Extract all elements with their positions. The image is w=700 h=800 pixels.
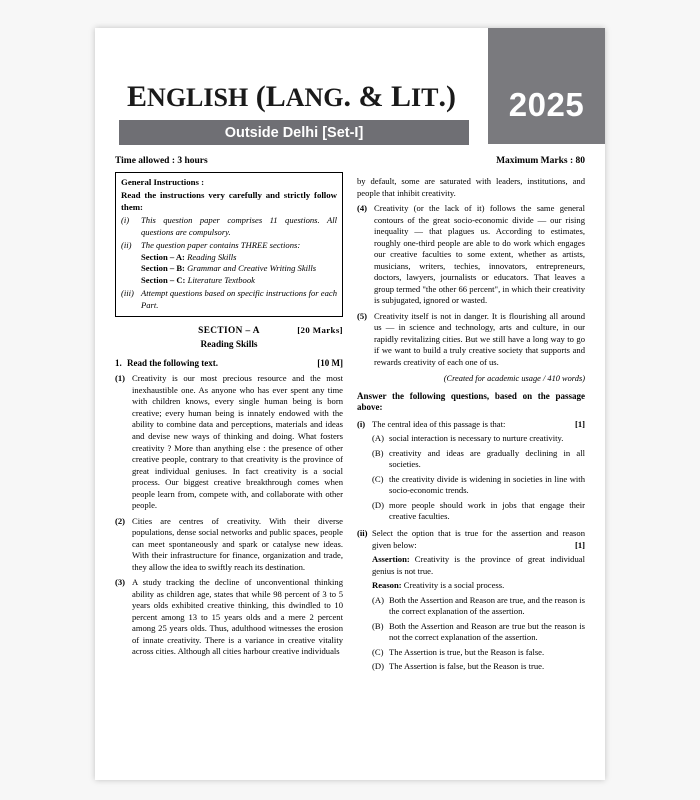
- maximum-marks: Maximum Marks : 80: [496, 156, 585, 166]
- section-a-marks: [20 Marks]: [297, 325, 343, 336]
- paragraph-marker: (3): [115, 577, 126, 588]
- paragraph-marker: (5): [357, 310, 368, 321]
- time-allowed: Time allowed : 3 hours: [115, 156, 208, 166]
- assertion-text: Creativity is the province of great individual genius is not true.: [372, 554, 585, 576]
- option-marker: (A): [372, 433, 384, 444]
- section-a-heading: [115, 325, 343, 337]
- section-a-subheading: Reading Skills: [200, 339, 258, 350]
- exam-paper-page: [95, 28, 605, 780]
- paragraph-text: A study tracking the decline of unconventional thinking ability as children age, states that while 98 percent of 3 to 5 years olds exhibited creative thinking, this dwindled to 10 percent among 13 to 15 years olds and a mere 2 percent among 25 years olds. Thus, adulthood witnesses the erosion of innate creativity. There is a variance in creative vitality across cities. Although all cities harbour creative individuals: [132, 577, 343, 657]
- reason-label: Reason:: [372, 580, 402, 591]
- reason-row: [357, 580, 585, 592]
- option-marker: (C): [372, 646, 384, 657]
- sub-question-marks: [1]: [574, 539, 585, 550]
- passage-paragraph: [115, 516, 343, 574]
- section-list-item: [141, 263, 337, 275]
- sub-question-stem: Select the option that is true for the assertion and reason given below:: [372, 528, 585, 550]
- option-row: [357, 621, 585, 644]
- passage-paragraph: [357, 311, 585, 369]
- content-columns: [115, 172, 585, 673]
- left-column: [115, 172, 343, 673]
- year-block: [488, 28, 605, 144]
- sub-question-text: [372, 528, 585, 551]
- option-text: more people should work in jobs that engage their creative faculties.: [389, 499, 585, 522]
- option-marker: (B): [372, 447, 384, 458]
- option-text: The Assertion is true, but the Reason is false.: [389, 646, 545, 657]
- paragraph-marker: (4): [357, 203, 368, 214]
- option-text: Both the Assertion and Reason are true, and the reason is the correct explanation of the assertion.: [389, 594, 585, 617]
- passage-paragraph: [115, 577, 343, 658]
- instruction-item: [121, 288, 337, 311]
- section-label: Section – C:: [141, 274, 186, 285]
- sub-question-stem: The central idea of this passage is that:: [372, 418, 506, 429]
- section-value: Grammar and Creative Writing Skills: [187, 263, 317, 274]
- section-label: Section – B:: [141, 263, 185, 274]
- paragraph-marker: (2): [115, 515, 126, 526]
- section-list-item: [141, 252, 337, 264]
- sub-question-marks: [1]: [574, 418, 585, 429]
- option-row: [357, 595, 585, 618]
- option-row: [357, 647, 585, 659]
- paragraph-text: Cities are centres of creativity. With their diverse populations, dense social networks and public spaces, people can meet spontaneously and spark or catalyse new ideas. With their infrastructure for finance, organization and trade, they allow the idea to swiftly reach its destination.: [132, 515, 343, 572]
- option-marker: (B): [372, 620, 384, 631]
- section-label: Section – A:: [141, 251, 185, 262]
- assertion-label: Assertion:: [372, 554, 410, 565]
- option-text: social interaction is necessary to nurture creativity.: [389, 433, 564, 444]
- paragraph-text: Creativity is our most precious resource and the most inexhaustible one. As anyone who has ever spent any time with children knows, every single human being is born creative; every human being is innately endowed with the ability to combine data and perceptions, materials and ideas and devise new ways of thinking and doing. What fosters creativity ? More than anything else : the presence of other creative people, contrary to that creativity is the province of great individual geniuses. In fact creativity is a social process. Our biggest creative breakthrough comes when people learn from, compete with, and collaborate with other people.: [132, 373, 343, 511]
- paper-subtitle: Outside Delhi [Set-I]: [224, 124, 364, 141]
- sub-question-marker: (ii): [357, 528, 368, 538]
- passage-paragraph: [357, 203, 585, 307]
- option-text: the creativity divide is widening in societies in line with socio-economic trends.: [389, 473, 585, 496]
- instruction-text: [141, 240, 337, 286]
- section-list-item: [141, 275, 337, 287]
- exam-meta-row: [115, 156, 585, 166]
- instruction-text: This question paper comprises 11 questions. All questions are compulsory.: [141, 215, 337, 237]
- sub-question-text: [372, 419, 585, 431]
- question-1-text: Read the following text.: [127, 358, 218, 369]
- option-row: [357, 448, 585, 471]
- option-marker: (D): [372, 661, 384, 672]
- paragraph-text: by default, some are saturated with leaders, institutions, and people that inhibit creativity.: [357, 176, 585, 198]
- instructions-lead: Read the instructions very carefully and strictly follow them:: [121, 189, 337, 212]
- paragraph-text: Creativity itself is not in danger. It is flourishing all around us — in science and technology, arts and culture, in our rapidly revitalizing cities. But we still have a long way to go if we want to build a truly creative society that supports and rewards creativity of each one of us.: [374, 310, 585, 367]
- option-row: [357, 500, 585, 523]
- instruction-marker: (ii): [121, 240, 132, 251]
- passage-paragraph-continued: [357, 176, 585, 199]
- paragraph-marker: (1): [115, 373, 126, 384]
- sub-question: [357, 528, 585, 551]
- option-marker: (A): [372, 594, 384, 605]
- paper-title-wrap: [95, 80, 488, 114]
- paragraph-text: Creativity (or the lack of it) follows the same general contours of the great socio-economic divide — our rising inequality — that plagues us. According to estimates, roughly one-third people are able to do work which engages our creative faculties to some extent, whether as artists, musicians, writers, techies, innovators, entrepreneurs, doctors, lawyers, journalists or educators. That leaves a group termed "the other 66 percent", in which their creativity is subjugated, ignored or wasted.: [374, 203, 585, 306]
- question-1-number: 1.: [115, 358, 122, 369]
- instruction-item: [121, 215, 337, 238]
- option-text: Both the Assertion and Reason are true but the reason is not the correct explanation of the assertion.: [389, 620, 585, 643]
- instruction-text: Attempt questions based on specific instructions for each Part.: [141, 288, 337, 310]
- page-title: ENGLISH (LANG. & LIT.): [127, 80, 456, 113]
- question-1-marks: [10 M]: [317, 358, 343, 369]
- answer-instruction: Answer the following questions, based on the passage above:: [357, 390, 585, 413]
- section-value: Literature Textbook: [187, 274, 255, 285]
- passage-credit: (Created for academic usage / 410 words): [443, 374, 585, 384]
- option-marker: (C): [372, 473, 384, 484]
- general-instructions-box: [115, 172, 343, 317]
- section-value: Reading Skills: [187, 251, 237, 262]
- option-text: creativity and ideas are gradually declining in all societies.: [389, 447, 585, 470]
- section-a-title: SECTION – A: [198, 326, 260, 337]
- option-text: The Assertion is false, but the Reason is true.: [389, 661, 545, 672]
- instructions-title: General Instructions :: [121, 177, 205, 187]
- passage-paragraph: [115, 373, 343, 511]
- right-column: [357, 172, 585, 673]
- sub-question: [357, 419, 585, 431]
- year-label: 2025: [508, 86, 585, 123]
- option-row: [357, 474, 585, 497]
- sub-question-marker: (i): [357, 418, 366, 429]
- reason-text: Creativity is a social process.: [403, 580, 505, 591]
- paper-subtitle-bar: [119, 120, 469, 145]
- option-row: [357, 661, 585, 673]
- question-1-head: [115, 357, 343, 369]
- option-row: [357, 433, 585, 445]
- instruction-marker: (iii): [121, 288, 134, 299]
- instruction-text-line: The question paper contains THREE sections:: [141, 240, 301, 251]
- instruction-marker: (i): [121, 215, 130, 226]
- page-header: [95, 28, 605, 144]
- assertion-row: [357, 554, 585, 577]
- option-marker: (D): [372, 499, 384, 510]
- instruction-item: [121, 240, 337, 286]
